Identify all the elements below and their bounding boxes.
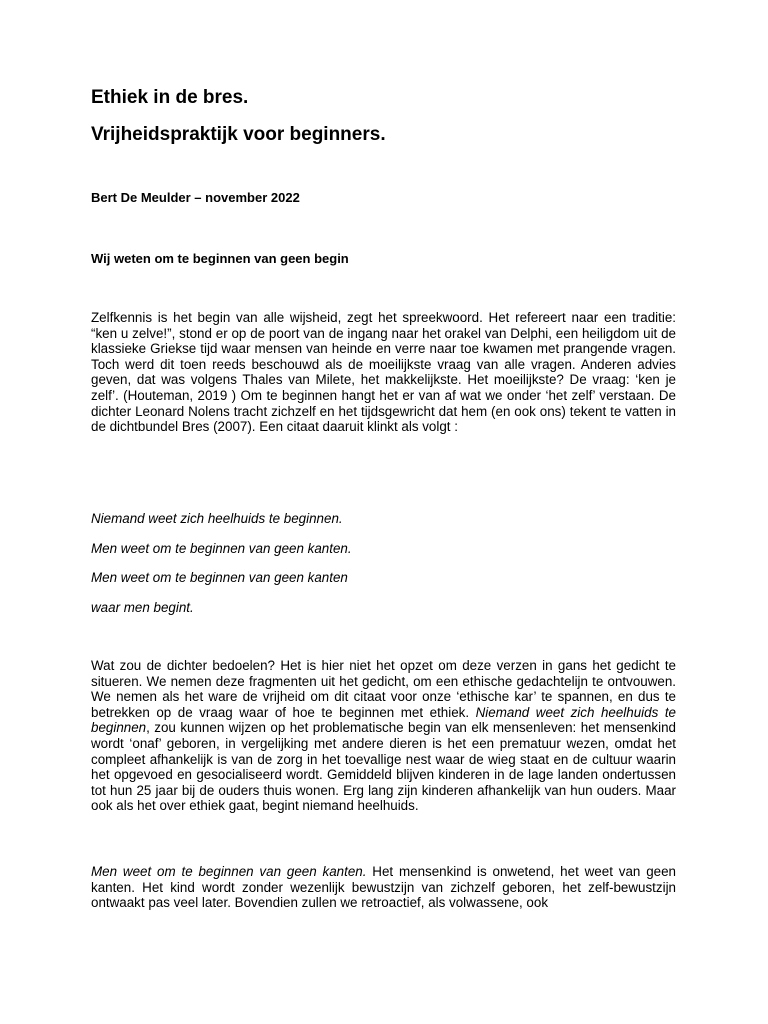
verse-line: waar men begint. bbox=[91, 600, 194, 615]
paragraph-2-italic-quote: Niemand weet zich heelhuids te beginnen bbox=[91, 704, 676, 736]
section-heading: Wij weten om te beginnen van geen begin bbox=[91, 251, 349, 266]
body-paragraph-1: Zelfkennis is het begin van alle wijsheid, zegt het spreekwoord. Het refereert naar een traditie: “ken u zelve!”, stond er op de poort van de ingang naar het orakel van Delphi, een heiligdom uit de klassieke Griekse tijd waar mensen van heinde en verre naar toe kwamen met prangende vragen. Toch werd dit toen reeds beschouwd als de moeilijkste vraag van alle vragen. Anderen advies geven, dat was volgens Thales van Milete, het makkelijkste. Het moeilijkste? De vraag: ‘ken je zelf’. (Houteman, 2019 ) Om te beginnen hangt het er van af wat we onder ‘het zelf’ verstaan. De dichter Leonard Nolens tracht zichzelf en het tijdsgewricht dat hem (en ook ons) tekent te vatten in de dichtbundel Bres (2007). Een citaat daaruit klinkt als volgt : bbox=[91, 310, 676, 435]
author-date-line: Bert De Meulder – november 2022 bbox=[91, 190, 300, 205]
verse-line: Niemand weet zich heelhuids te beginnen. bbox=[91, 511, 343, 526]
paragraph-3-italic-quote: Men weet om te beginnen van geen kanten. bbox=[91, 864, 367, 879]
document-subtitle: Vrijheidspraktijk voor beginners. bbox=[91, 124, 386, 145]
verse-line: Men weet om te beginnen van geen kanten bbox=[91, 570, 348, 585]
body-paragraph-3 bbox=[91, 864, 676, 911]
document-title: Ethiek in de bres. bbox=[91, 87, 249, 108]
verse-line: Men weet om te beginnen van geen kanten. bbox=[91, 541, 352, 556]
body-paragraph-2 bbox=[91, 658, 676, 814]
paragraph-3-text: Het mensenkind is onwetend, het weet van geen kanten. Het kind wordt zonder wezenlijk bewustzijn van zichzelf geboren, het zelf-bewustzijn ontwaakt pas veel later. Bovendien zullen we retroactief, als volwassene, ook bbox=[91, 864, 676, 911]
paragraph-2-text-b: , zou kunnen wijzen op het problematische begin van elk mensenleven: het mensenkind wordt ‘onaf’ geboren, in vergelijking met andere dieren is het een prematuur wezen, omdat het compleet afhankelijk is van de zorg in het toevallige nest waar de wieg staat en de cultuur waarin het opgevoed en gesocialiseerd wordt. Gemiddeld blijven kinderen in de lage landen ondertussen tot hun 25 jaar bij de ouders thuis wonen. Erg lang zijn kinderen afhankelijk van hun ouders. Maar ook als het over ethiek gaat, begint niemand heelhuids. bbox=[91, 720, 676, 814]
paragraph-2-text-a: Wat zou de dichter bedoelen? Het is hier niet het opzet om deze verzen in gans het gedicht te situeren. We nemen deze fragmenten uit het gedicht, om een ethische gedachtelijn te ontvouwen. We nemen als het ware de vrijheid om dit citaat voor onze ‘ethische kar’ te spannen, en dus te betrekken op de vraag waar of hoe te beginnen met ethiek. bbox=[91, 658, 676, 720]
